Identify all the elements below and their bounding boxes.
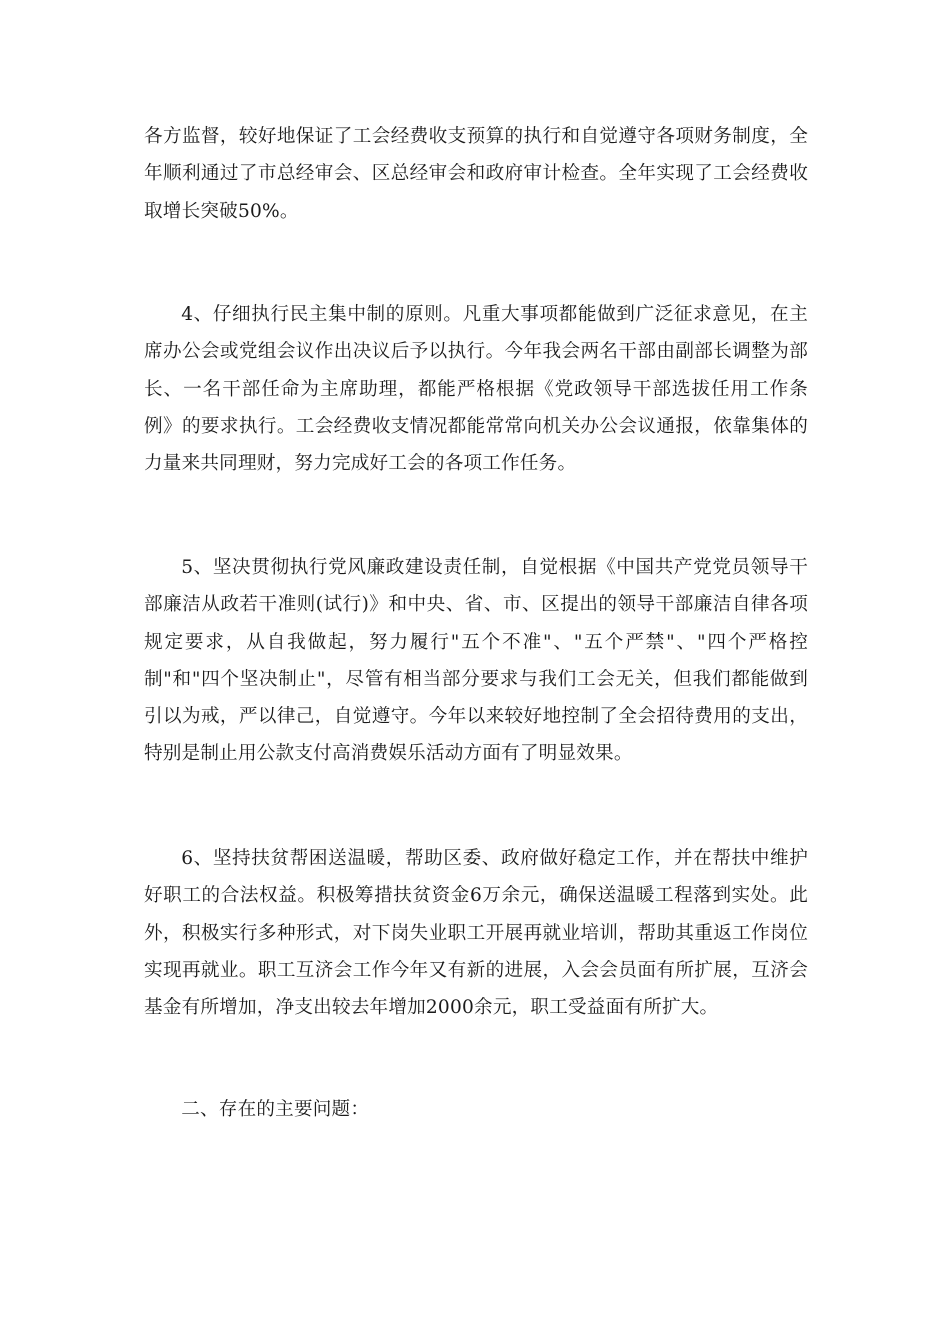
section-heading-main-problems: 二、存在的主要问题：: [181, 1099, 370, 1120]
paragraph-integrity-responsibility: 5、坚决贯彻执行党风廉政建设责任制，自觉根据《中国共产党党员领导干部廉洁从政若干准则(试行)》和中央、省、市、区提出的领导干部廉洁自律各项规定要求，从自我做起，努力履行"五个不准"、"五个严禁"、"四个严格控制"和"四个坚决制止"，尽管有相当部分要求与我们工会无关，但我们都能做到引以为戒，严以律己，自觉遵守。今年以来较好地控制了全会招待费用的支出，特别是制止用公款支付高消费娱乐活动方面有了明显效果。: [144, 557, 808, 765]
paragraph-democratic-centralism: 4、仔细执行民主集中制的原则。凡重大事项都能做到广泛征求意见，在主席办公会或党组会议作出决议后予以执行。今年我会两名干部由副部长调整为部长、一名干部任命为主席助理，都能严格根据《党政领导干部选拔任用工作条例》的要求执行。工会经费收支情况都能常常向机关办公会议通报，依靠集体的力量来共同理财，努力完成好工会的各项工作任务。: [144, 304, 808, 475]
paragraph-finance-supervision: 各方监督，较好地保证了工会经费收支预算的执行和自觉遵守各项财务制度，全年顺利通过了市总经审会、区总经审会和政府审计检查。全年实现了工会经费收取增长突破50%。: [144, 126, 808, 222]
paragraph-poverty-assistance: 6、坚持扶贫帮困送温暖，帮助区委、政府做好稳定工作，并在帮扶中维护好职工的合法权益。积极筹措扶贫资金6万余元，确保送温暖工程落到实处。此外，积极实行多种形式，对下岗失业职工开展再就业培训，帮助其重返工作岗位实现再就业。职工互济会工作今年又有新的进展，入会会员面有所扩展，互济会基金有所增加，净支出较去年增加2000余元，职工受益面有所扩大。: [144, 848, 808, 1019]
